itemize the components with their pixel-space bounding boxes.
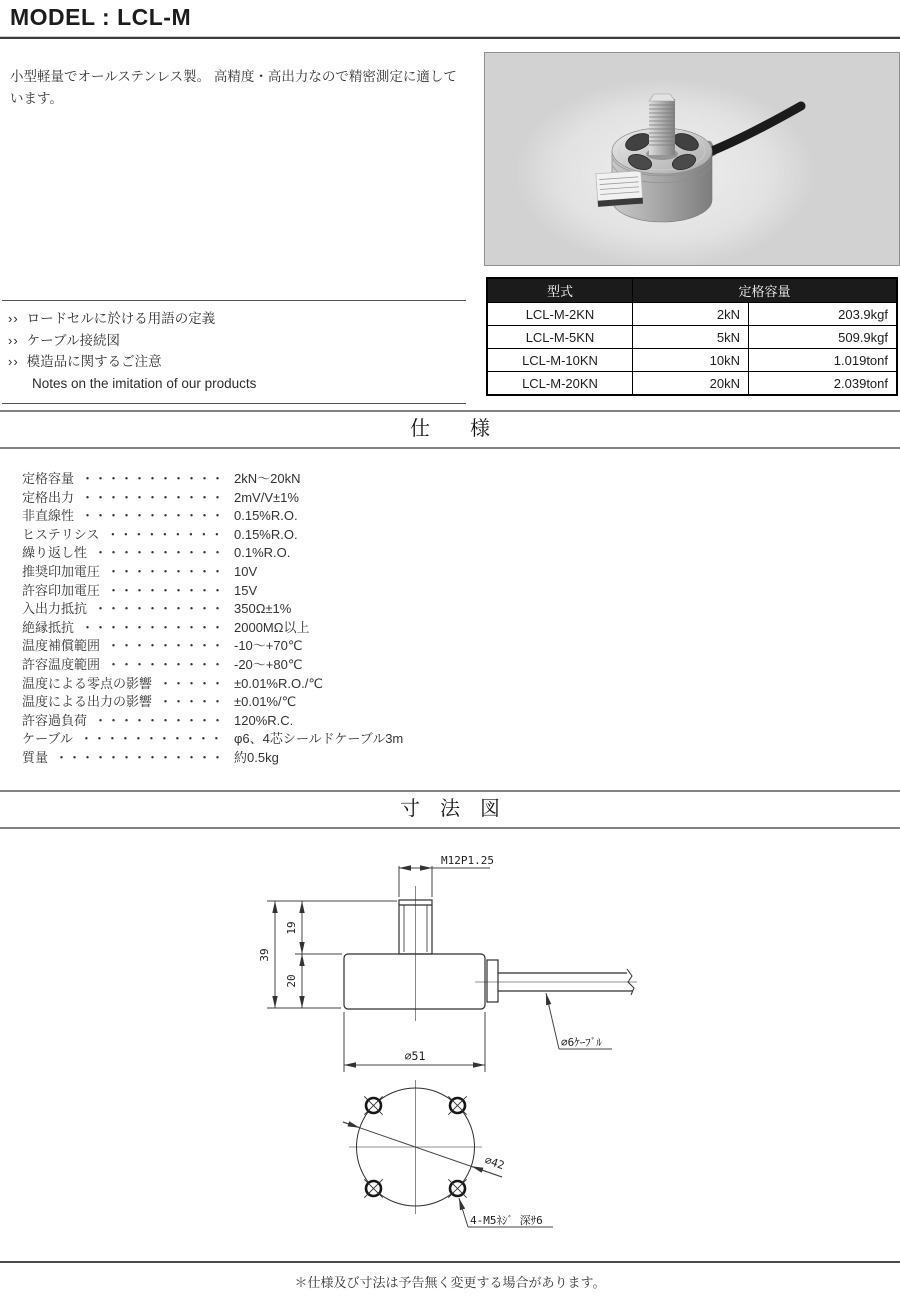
spec-value: 120%R.C. bbox=[234, 712, 294, 728]
capacity-table bbox=[486, 277, 898, 396]
spec-row bbox=[22, 507, 622, 526]
load-cell-photo-illustration bbox=[485, 53, 899, 265]
table-row bbox=[487, 349, 897, 372]
spec-row bbox=[22, 619, 622, 638]
capacity-conv-cell: 203.9kgf bbox=[749, 303, 898, 326]
link-imitation-notice[interactable]: ›› 模造品に関するご注意 bbox=[8, 354, 162, 369]
stud-height-label: 19 bbox=[285, 921, 298, 935]
spec-label: 許容印加電圧 bbox=[22, 582, 101, 598]
spec-label: 絶縁抵抗 bbox=[22, 619, 75, 635]
spec-dots: ・・・・・・・・・・ bbox=[94, 601, 225, 617]
spec-label: 許容温度範囲 bbox=[22, 656, 101, 672]
capacity-kn-cell: 20kN bbox=[633, 372, 749, 396]
spec-dots: ・・・・・・・・・ bbox=[106, 526, 224, 542]
model-cell: LCL-M-10KN bbox=[487, 349, 633, 372]
spec-label: 質量 bbox=[22, 749, 49, 765]
spec-dots: ・・・・・ bbox=[159, 675, 225, 691]
model-cell: LCL-M-2KN bbox=[487, 303, 633, 326]
dimension-drawing bbox=[0, 845, 900, 1255]
spec-label: ヒステリシス bbox=[22, 526, 100, 542]
model-cell: LCL-M-20KN bbox=[487, 372, 633, 396]
spec-row bbox=[22, 489, 622, 508]
spec-dots: ・・・・・・・・・・・ bbox=[81, 619, 225, 635]
spec-label: 繰り返し性 bbox=[22, 545, 88, 561]
spec-value: 10V bbox=[234, 563, 258, 579]
spec-dots: ・・・・・・・・・・・ bbox=[81, 508, 225, 524]
spec-value: -10〜+70℃ bbox=[234, 638, 303, 654]
spec-value: 約0.5kg bbox=[234, 749, 279, 765]
spec-dots: ・・・・・ bbox=[159, 694, 225, 710]
table-row bbox=[487, 303, 897, 326]
product-description: 小型軽量でオールステンレス製。 高精度・高出力なので精密測定に適しています。 bbox=[10, 69, 457, 106]
spec-value: ±0.01%/℃ bbox=[234, 694, 297, 710]
spec-row bbox=[22, 637, 622, 656]
link-imitation-notice-en: Notes on the imitation of our products bbox=[32, 375, 257, 391]
spec-row bbox=[22, 544, 622, 563]
spec-label: 温度補償範囲 bbox=[22, 638, 101, 654]
spec-list bbox=[22, 470, 622, 768]
spec-row bbox=[22, 749, 622, 768]
bolt-circle-diameter-label: ∅42 bbox=[483, 1153, 507, 1173]
spec-label: 推奨印加電圧 bbox=[22, 563, 101, 579]
spec-label: 温度による出力の影響 bbox=[22, 694, 153, 710]
body-diameter-label: ∅51 bbox=[404, 1049, 426, 1063]
capacity-kn-cell: 5kN bbox=[633, 326, 749, 349]
tap-holes-label: 4-M5ﾈｼﾞ 深ｻ6 bbox=[470, 1214, 543, 1227]
spec-value: 0.15%R.O. bbox=[234, 508, 298, 524]
spec-row bbox=[22, 730, 622, 749]
page-title: MODEL : LCL-M bbox=[10, 4, 192, 30]
spec-value: 2kN〜20kN bbox=[234, 471, 301, 486]
spec-label: 非直線性 bbox=[22, 508, 75, 524]
spec-value: 2mV/V±1% bbox=[234, 489, 299, 505]
spec-dots: ・・・・・・・・・ bbox=[107, 638, 225, 654]
chevron-icon: ›› bbox=[8, 332, 19, 348]
spec-value: 2000MΩ以上 bbox=[234, 619, 310, 635]
link-terminology[interactable]: ›› ロードセルに於ける用語の定義 bbox=[8, 311, 216, 326]
spec-label: ケーブル bbox=[22, 731, 73, 747]
model-cell: LCL-M-5KN bbox=[487, 326, 633, 349]
table-row bbox=[487, 372, 897, 396]
body-height-label: 20 bbox=[285, 974, 298, 988]
spec-row bbox=[22, 712, 622, 731]
footer-divider bbox=[0, 1261, 900, 1263]
spec-dots: ・・・・・・・・・・・ bbox=[81, 489, 225, 505]
capacity-conv-cell: 1.019tonf bbox=[749, 349, 898, 372]
spec-dots: ・・・・・・・・・・・ bbox=[79, 731, 223, 747]
spec-row bbox=[22, 582, 622, 601]
table-header-row bbox=[487, 278, 897, 303]
chevron-icon: ›› bbox=[8, 354, 19, 369]
spec-row bbox=[22, 563, 622, 582]
footer-note: ＊仕様及び寸法は予告無く変更する場合があります。 bbox=[294, 1275, 606, 1290]
capacity-kn-cell: 2kN bbox=[633, 303, 749, 326]
capacity-kn-cell: 10kN bbox=[633, 349, 749, 372]
chevron-icon: ›› bbox=[8, 311, 19, 326]
spec-dots: ・・・・・・・・・・・・・ bbox=[55, 749, 225, 765]
spec-row bbox=[22, 656, 622, 675]
spec-row bbox=[22, 470, 622, 489]
thread-spec-label: M12P1.25 bbox=[441, 854, 494, 867]
capacity-conv-cell: 509.9kgf bbox=[749, 326, 898, 349]
spec-value: 15V bbox=[234, 582, 258, 598]
spec-dots: ・・・・・・・・・・ bbox=[94, 712, 225, 728]
section-title-specifications: 仕 様 bbox=[0, 410, 900, 449]
spec-row bbox=[22, 675, 622, 694]
spec-dots: ・・・・・・・・・ bbox=[107, 563, 225, 579]
spec-label: 定格容量 bbox=[22, 471, 75, 486]
spec-dots: ・・・・・・・・・ bbox=[107, 582, 225, 598]
related-links bbox=[2, 300, 466, 404]
title-divider bbox=[0, 36, 900, 39]
col-header-capacity: 定格容量 bbox=[633, 278, 898, 303]
spec-label: 定格出力 bbox=[22, 489, 75, 505]
product-photo bbox=[484, 52, 900, 266]
link-cable-connection[interactable]: ›› ケーブル接続図 bbox=[8, 332, 120, 348]
spec-value: 0.15%R.O. bbox=[234, 526, 298, 542]
table-row bbox=[487, 326, 897, 349]
total-height-label: 39 bbox=[258, 948, 271, 962]
spec-value: φ6、4芯シールドケーブル3m bbox=[234, 731, 404, 747]
cable-diameter-label: ∅6ｹｰﾌﾞﾙ bbox=[561, 1036, 602, 1049]
spec-value: 0.1%R.O. bbox=[234, 545, 291, 561]
col-header-model: 型式 bbox=[487, 278, 633, 303]
spec-value: -20〜+80℃ bbox=[234, 656, 303, 672]
spec-dots: ・・・・・・・・・ bbox=[107, 656, 225, 672]
spec-row bbox=[22, 600, 622, 619]
spec-value: 350Ω±1% bbox=[234, 601, 292, 617]
spec-label: 入出力抵抗 bbox=[22, 601, 88, 617]
spec-label: 温度による零点の影響 bbox=[22, 675, 153, 691]
spec-row bbox=[22, 693, 622, 712]
product-label-band bbox=[596, 171, 643, 207]
spec-value: ±0.01%R.O./℃ bbox=[234, 675, 323, 691]
spec-row bbox=[22, 526, 622, 545]
spec-label: 許容過負荷 bbox=[22, 712, 88, 728]
capacity-conv-cell: 2.039tonf bbox=[749, 372, 898, 396]
spec-dots: ・・・・・・・・・・・ bbox=[81, 471, 225, 486]
spec-dots: ・・・・・・・・・・ bbox=[94, 545, 225, 561]
section-title-dimensions: 寸 法 図 bbox=[0, 790, 900, 829]
